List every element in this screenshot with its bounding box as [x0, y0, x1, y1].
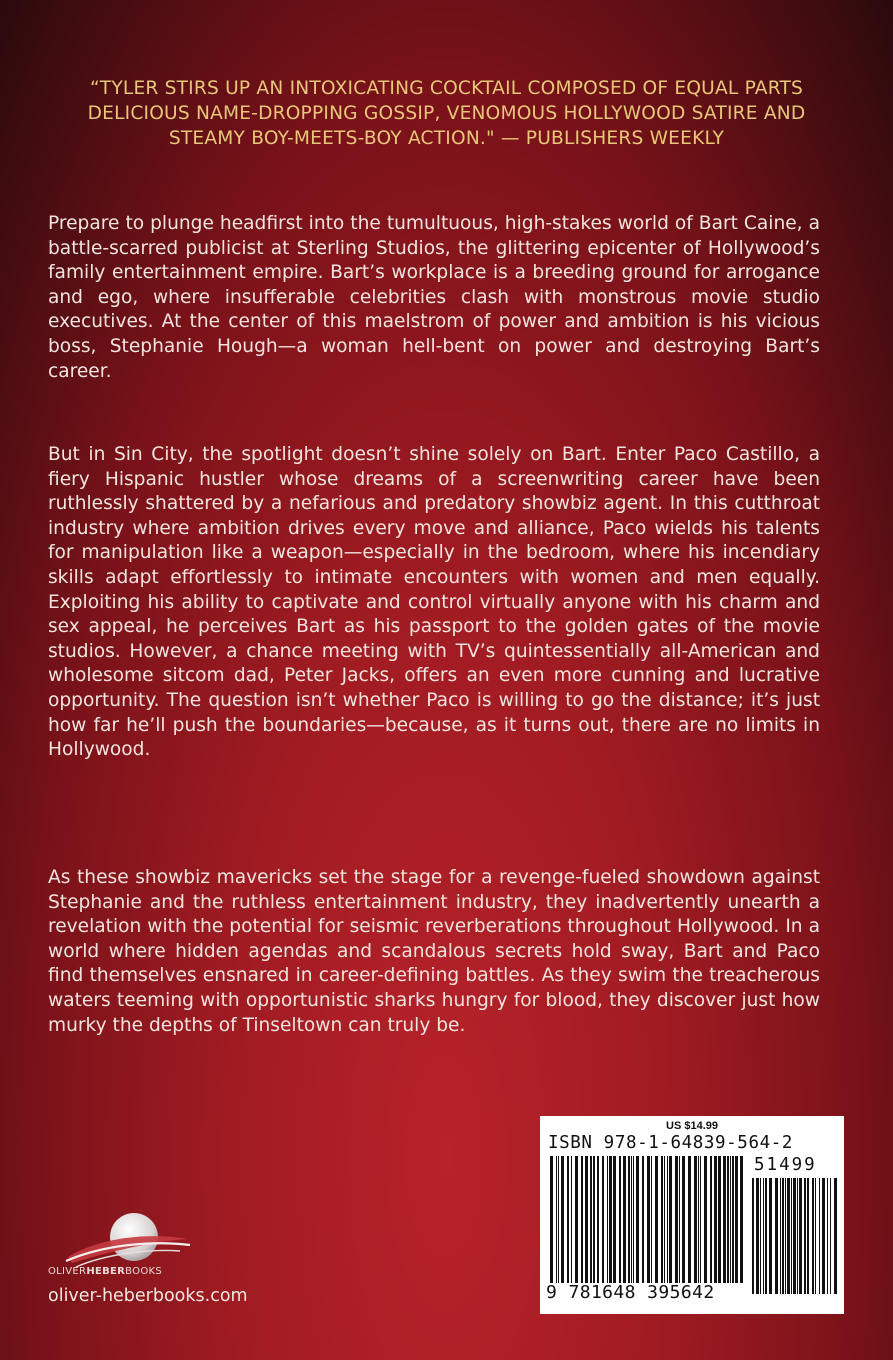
barcode-bar	[631, 1156, 632, 1283]
barcode-bar	[769, 1178, 772, 1294]
barcode-bar	[782, 1178, 784, 1294]
barcode-bar	[718, 1156, 721, 1283]
barcode-bar	[628, 1156, 630, 1283]
barcode-bar	[655, 1156, 658, 1283]
barcode-bar	[763, 1178, 764, 1294]
barcode-bar	[619, 1156, 621, 1283]
barcode-bar	[815, 1178, 816, 1294]
barcode-bar	[675, 1156, 678, 1283]
barcode-bar	[602, 1156, 604, 1283]
barcode-bar	[558, 1156, 559, 1283]
barcode-bar	[679, 1156, 680, 1283]
barcode-bar	[780, 1178, 781, 1294]
ean-digits: 9 781648 395642	[546, 1282, 715, 1303]
ean-barcode-bars	[550, 1156, 745, 1283]
barcode-bar	[700, 1156, 701, 1283]
publisher-name	[48, 1266, 162, 1277]
barcode-bar	[710, 1156, 712, 1283]
barcode-bar	[752, 1178, 754, 1294]
synopsis-paragraph-2: But in Sin City, the spotlight doesn’t shine solely on Bart. Enter Paco Castillo, a fiery Hispanic hustler whose dreams of a screenwriting career have been ruthlessly shattered by a nefarious and predatory showbiz agent. In this cutthroat industry where ambition drives every move and alliance, Paco wields his talents for manipulation like a weapon—especially in the bedroom, where his incendiary skills adapt effortlessly to intimate encounters with women and men equally. Exploiting his ability to captivate and control virtually anyone with his charm and sex appeal, he perceives Bart as his passport to the golden gates of the movie studios. However, a chance meeting with TV’s quintessentially all-American and wholesome sitcom dad, Peter Jacks, offers an even more cunning and lucrative opportunity. The question isn’t whether Paco is willing to go the distance; it’s just how far he’ll push the boundaries—because, as it turns out, there are no limits in Hollywood.	[48, 444, 820, 761]
publisher-name-prefix: OLIVER	[48, 1266, 87, 1277]
barcode-bar	[571, 1156, 572, 1283]
barcode-bar	[760, 1178, 761, 1294]
synopsis-paragraph-1: Prepare to plunge headfirst into the tumultuous, high-stakes world of Bart Caine, a battle-scarred publicist at Sterling Studios, the glittering epicenter of Hollywood’s family entertainment empire. Bart’s workplace is a breeding ground for arrogance and ego, where insufferable celebrities clash with monstrous movie studio executives. At the center of this maelstrom of power and ambition is his vicious boss, Stephanie Hough—a woman hell-bent on power and destroying Bart’s career.	[48, 213, 820, 382]
barcode-bar	[793, 1178, 796, 1294]
barcode-bar	[613, 1156, 616, 1283]
barcode-bar	[756, 1178, 759, 1294]
barcode-bar	[593, 1156, 595, 1283]
barcode-bar	[830, 1178, 831, 1294]
barcode-bar	[633, 1156, 634, 1283]
barcode-bar	[556, 1156, 557, 1283]
barcode-bar	[642, 1156, 644, 1283]
barcode-bar	[661, 1156, 663, 1283]
barcode-bar	[550, 1156, 553, 1283]
barcode-bar	[575, 1156, 578, 1283]
barcode-bar	[775, 1178, 778, 1294]
barcode-bar	[651, 1156, 652, 1283]
barcode-bar	[694, 1156, 697, 1283]
synopsis-paragraph-3: As these showbiz mavericks set the stage for a revenge-fueled showdown against Stephanie and the ruthless entertainment industry, they inadvertently unearth a revelation with the potential for seismic reverberations throughout Hollywood. In a world where hidden agendas and scandalous secrets hold sway, Bart and Paco find themselves ensnared in career-defining battles. As they swim the treacherous waters teeming with opportunistic sharks hungry for blood, they discover just how murky the depths of Tinseltown can truly be.	[48, 867, 820, 1036]
barcode-bar	[581, 1156, 583, 1283]
barcode-bar	[785, 1178, 786, 1294]
addon-code: 51499	[754, 1155, 817, 1175]
barcode-bar	[590, 1156, 592, 1283]
barcode-bar	[561, 1156, 564, 1283]
barcode-bar	[787, 1178, 790, 1294]
barcode-bar	[647, 1156, 650, 1283]
publisher-name-suffix: BOOKS	[125, 1266, 163, 1277]
barcode-bar	[688, 1156, 691, 1283]
barcode-bar	[609, 1156, 612, 1283]
barcode-bar	[727, 1156, 729, 1283]
barcode-bar	[791, 1178, 792, 1294]
barcode-bar	[682, 1156, 685, 1283]
barcode-bar	[799, 1178, 802, 1294]
barcode-bar	[827, 1178, 828, 1294]
barcode-bar	[669, 1156, 672, 1283]
barcode-bar	[765, 1178, 767, 1294]
barcode-bar	[740, 1156, 743, 1283]
barcode-bar	[607, 1156, 608, 1283]
barcode-bar	[797, 1178, 798, 1294]
addon-barcode-bars	[752, 1178, 838, 1294]
barcode-bar	[664, 1156, 665, 1283]
barcode-bar	[735, 1156, 738, 1283]
price-label: US $14.99	[666, 1120, 718, 1132]
barcode-bar	[704, 1156, 707, 1283]
barcode-bar	[723, 1156, 726, 1283]
barcode-bar	[807, 1178, 809, 1294]
barcode-bar	[698, 1156, 699, 1283]
review-quote: “TYLER STIRS UP AN INTOXICATING COCKTAIL COMPOSED OF EQUAL PARTS DELICIOUS NAME-DROPPING GOSSIP, VENOMOUS HOLLYWOOD SATIRE AND STEAMY BOY-MEETS-BOY ACTION." — PUBLISHERS WEEKLY	[87, 78, 806, 149]
barcode-bar	[714, 1156, 717, 1283]
barcode-bar	[822, 1178, 825, 1294]
publisher-website[interactable]: oliver-heberbooks.com	[48, 1286, 248, 1306]
barcode-bar	[585, 1156, 588, 1283]
isbn-text: ISBN 978-1-64839-564-2	[548, 1133, 793, 1153]
barcode-bar	[732, 1156, 734, 1283]
barcode-bar	[834, 1178, 837, 1294]
publisher-name-bold: HEBER	[86, 1266, 126, 1277]
barcode-bar	[567, 1156, 569, 1283]
isbn-barcode	[540, 1116, 844, 1314]
barcode-bar	[636, 1156, 639, 1283]
barcode-bar	[597, 1156, 599, 1283]
barcode-bar	[812, 1178, 814, 1294]
barcode-bar	[730, 1156, 731, 1283]
barcode-bar	[623, 1156, 626, 1283]
barcode-bar	[819, 1178, 820, 1294]
barcode-bar	[667, 1156, 668, 1283]
barcode-bar	[804, 1178, 806, 1294]
